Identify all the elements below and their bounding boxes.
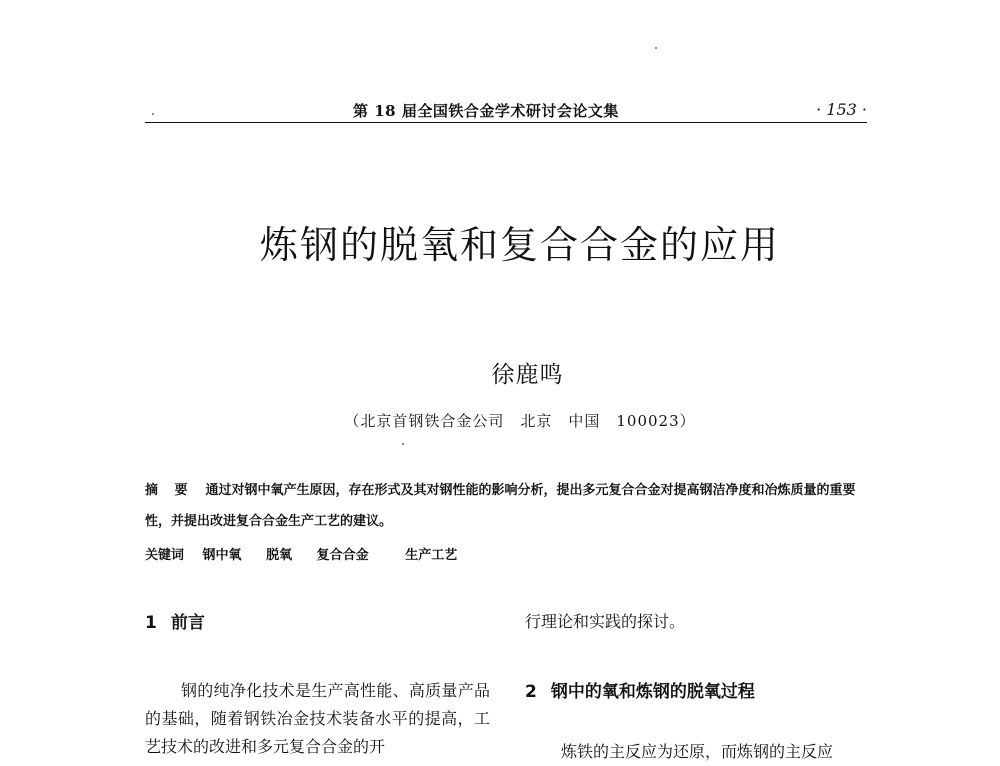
section-heading	[145, 608, 205, 633]
continued-text: 行理论和实践的探讨。	[525, 612, 686, 631]
keyword: 脱氧	[266, 548, 293, 563]
running-header	[145, 100, 867, 123]
scan-speck	[655, 47, 657, 49]
keywords	[145, 544, 870, 563]
keyword: 复合合金	[316, 548, 369, 563]
abstract-text: 通过对钢中氧产生原因，存在形式及其对钢性能的影响分析，提出多元复合合金对提高钢洁净度和冶炼质量的重要性，并提出改进复合合金生产工艺的建议。	[145, 483, 856, 529]
section-heading	[525, 677, 755, 702]
paragraph-text: 钢的纯净化技术是生产高性能、高质量产品的基础，随着钢铁冶金技术装备水平的提高，工艺技术的改进和多元复合合金的开	[145, 681, 490, 756]
body-paragraph: 炼铁的主反应为还原，而炼钢的主反应	[561, 742, 834, 761]
author-affiliation: （北京首钢铁合金公司 北京 中国 100023）	[344, 412, 696, 430]
section-title: 钢中的氧和炼钢的脱氧过程	[550, 682, 755, 702]
abstract-label: 摘 要	[145, 483, 194, 498]
section-number: 1	[145, 613, 157, 633]
body-paragraph	[145, 677, 490, 761]
keyword: 钢中氧	[202, 548, 242, 563]
abstract	[145, 475, 870, 537]
keyword: 生产工艺	[405, 548, 458, 563]
journal-name: 第 18 届全国铁合金学术研讨会论文集	[353, 102, 619, 120]
scan-speck	[402, 443, 404, 445]
keywords-label: 关键词	[145, 548, 185, 563]
section-title: 前言	[170, 613, 205, 633]
page-number: · 153 ·	[816, 100, 867, 119]
author-name: 徐鹿鸣	[491, 362, 564, 388]
section-number: 2	[525, 682, 537, 702]
paper-title: 炼钢的脱氧和复合合金的应用	[259, 223, 780, 267]
